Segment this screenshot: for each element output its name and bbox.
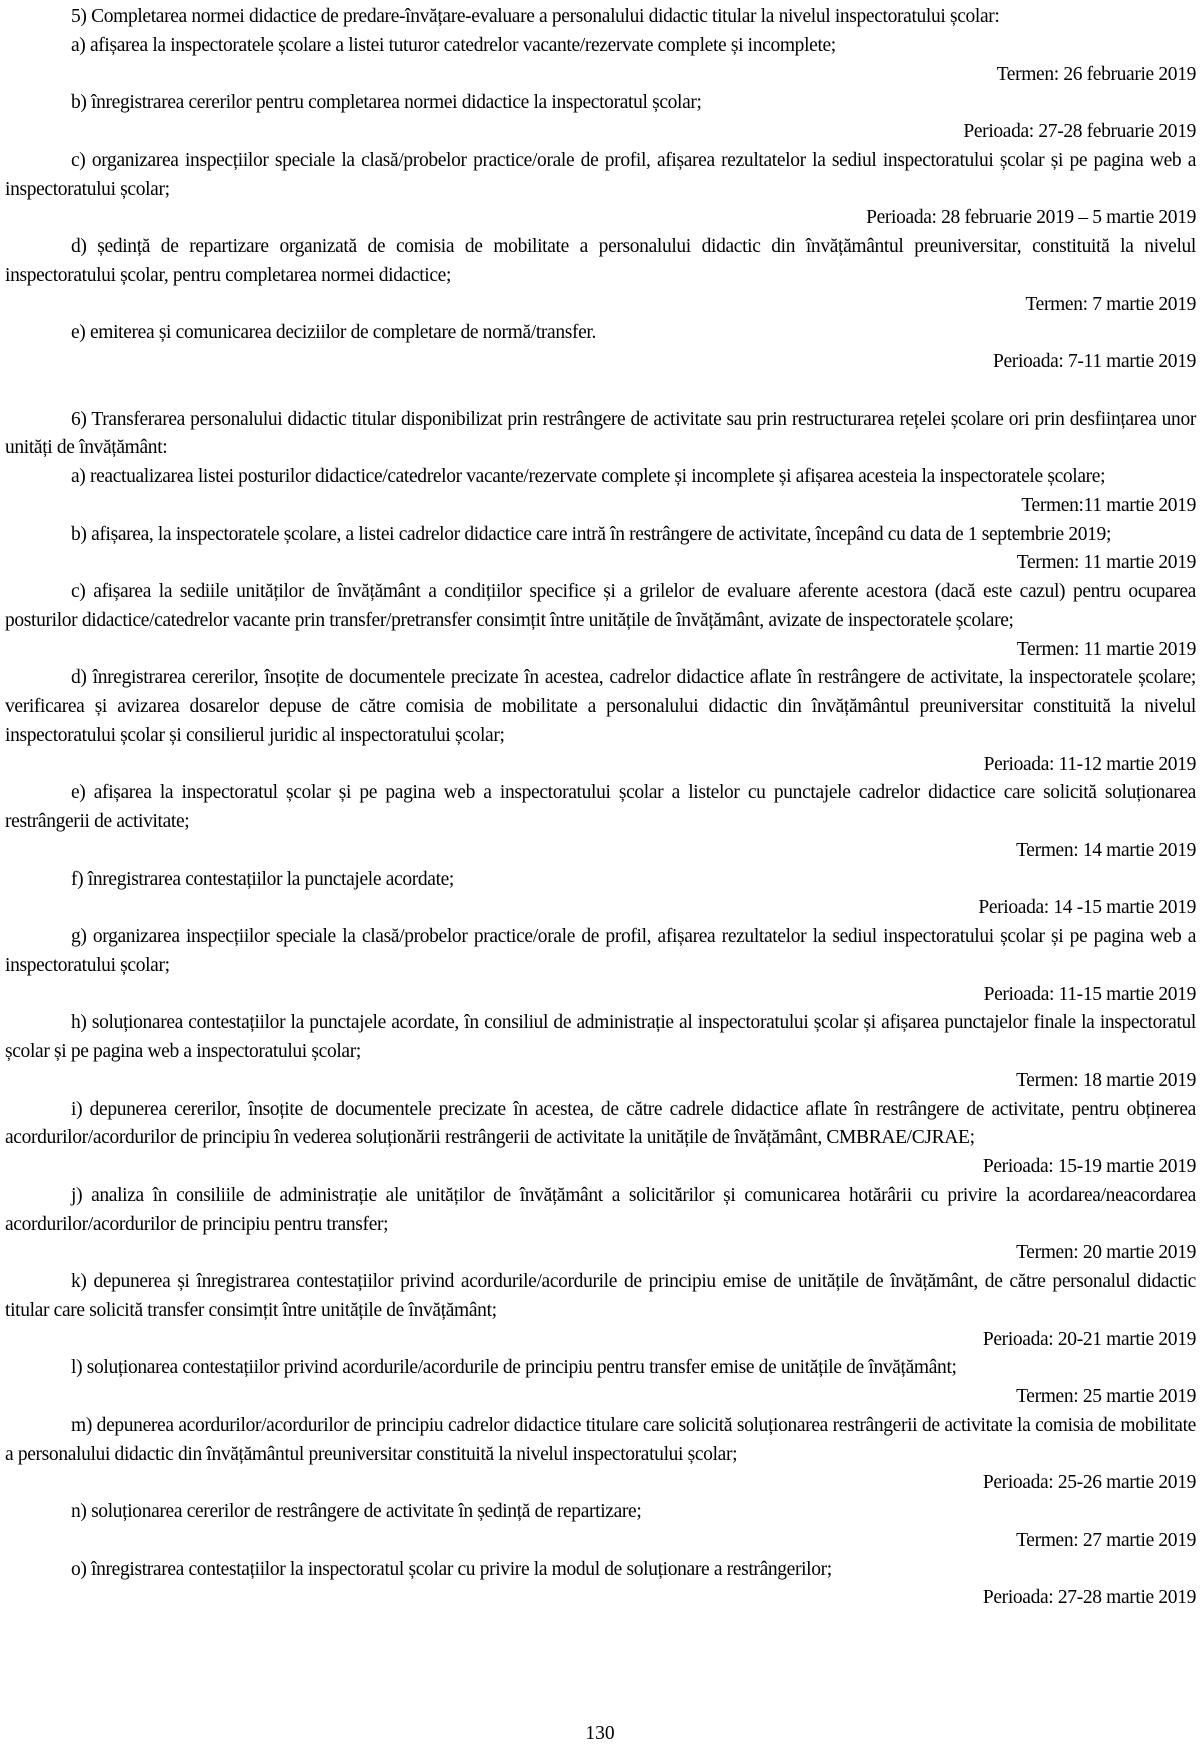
item-6c-term: Termen: 11 martie 2019 (1016, 638, 1196, 660)
item-6j-text: j) analiza în consiliile de administrație ale unităților de învățământ a solicitărilor și comunicarea hotărârii cu privire la acordarea/neacordarea acordurilor/acordurilor de principiu pentru transfer; (5, 1184, 1196, 1235)
item-5c-text: c) organizarea inspecțiilor speciale la clasă/probelor practice/orale de profil, afișarea rezultatelor la sediul inspectoratului școlar și pe pagina web a inspectoratului școlar; (5, 149, 1196, 200)
item-6h-term: Termen: 18 martie 2019 (1016, 1069, 1196, 1091)
item-6n-term: Termen: 27 martie 2019 (1016, 1529, 1196, 1551)
item-6j-term: Termen: 20 martie 2019 (1016, 1242, 1196, 1264)
item-6e-text: e) afișarea la inspectoratul școlar și pe pagina web a inspectoratului școlar a listelor cu punctajele cadrelor didactice care solicită soluționarea restrângerii de activitate; (5, 782, 1196, 832)
section-6-heading: 6) Transferarea personalului didactic titular disponibilizat prin restrângere de activitate sau prin restructurarea rețelei școlare ori prin desființarea unor unități de învățământ: (5, 408, 1196, 459)
item-6n-text: n) soluționarea cererilor de restrângere de activitate în ședință de repartizare; (71, 1501, 642, 1522)
item-6d-term: Perioada: 11-12 martie 2019 (983, 753, 1196, 775)
item-5d-term: Termen: 7 martie 2019 (1025, 293, 1196, 315)
item-6l-term: Termen: 25 martie 2019 (1016, 1386, 1196, 1407)
item-6l-text: l) soluționarea contestațiilor privind acordurile/acordurile de principiu pentru transfer emise de unitățile de învățământ; (71, 1357, 957, 1379)
item-5e-text: e) emiterea și comunicarea deciziilor de completare de normă/transfer. (71, 322, 597, 344)
document-page (5, 3, 1196, 1613)
item-5a-text: a) afișarea la inspectoratele școlare a listei tuturor catedrelor vacante/rezervate complete și incomplete; (71, 34, 836, 56)
item-6h-text: h) soluționarea contestațiilor la punctajele acordate, în consiliul de administrație al inspectoratului școlar și afișarea punctajelor finale la inspectoratul școlar și pe pagina web a inspectoratului școlar; (5, 1012, 1196, 1062)
item-6g-term: Perioada: 11-15 martie 2019 (983, 983, 1196, 1005)
item-6i-term: Perioada: 15-19 martie 2019 (982, 1156, 1196, 1177)
item-5b-text: b) înregistrarea cererilor pentru completarea normei didactice la inspectoratul școlar; (71, 92, 702, 114)
item-6o-term: Perioada: 27-28 martie 2019 (982, 1587, 1196, 1609)
item-5b-term: Perioada: 27-28 februarie 2019 (963, 121, 1196, 142)
item-6b-text: b) afișarea, la inspectoratele școlare, a listei cadrelor didactice care intră în restrângere de activitate, începând cu data de 1 septembrie 2019; (71, 523, 1112, 545)
item-6o-text: o) înregistrarea contestațiilor la inspectoratul școlar cu privire la modul de soluționare a restrângerilor; (71, 1558, 832, 1580)
item-6c-text: c) afișarea la sediile unităților de învățământ a condițiilor specifice și a grilelor de evaluare aferente acestora (dacă este cazul) pentru ocuparea posturilor didactice/catedrelor vacante prin transfer/pretransfer consimțit între unitățile de învățământ, avizate de inspectoratele școlare; (5, 581, 1196, 631)
item-6a-term: Termen:11 martie 2019 (1021, 494, 1196, 516)
item-6m-text: m) depunerea acordurilor/acordurilor de principiu cadrelor didactice titulare care solicită soluționarea restrângerii de activitate la comisia de mobilitate a personalului didactic din învățământul preuniversitar constituită la nivelul inspectoratului școlar; (5, 1414, 1196, 1465)
item-6k-term: Perioada: 20-21 martie 2019 (982, 1328, 1196, 1350)
item-5c-term: Perioada: 28 februarie 2019 – 5 martie 2019 (866, 207, 1196, 229)
item-6a-text: a) reactualizarea listei posturilor didactice/catedrelor vacante/rezervate complete și incomplete și afișarea acesteia la inspectoratele școlare; (71, 466, 1106, 487)
item-5d-text: d) ședință de repartizare organizată de comisia de mobilitate a personalului didactic din învățământul preuniversitar, constituită la nivelul inspectoratului școlar, pentru completarea normei didactice; (5, 236, 1196, 286)
item-6i-text: i) depunerea cererilor, însoțite de documentele precizate în acestea, de către cadrele didactice aflate în restrângere de activitate, pentru obținerea acordurilor/acordurilor de principiu în vederea soluționării restrângerii de activitate la unitățile de învățământ, CMBRAE/CJRAE; (5, 1098, 1196, 1149)
section-gap (5, 377, 1196, 406)
item-6k-text: k) depunerea și înregistrarea contestațiilor privind acordurile/acordurile de principiu emise de unitățile de învățământ, de către personalul didactic titular care solicită transfer consimțit între unitățile de învățământ; (5, 1271, 1196, 1321)
item-6d-text: d) înregistrarea cererilor, însoțite de documentele precizate în acestea, cadrelor didactice aflate în restrângere de activitate, la inspectoratele școlare; verificarea și avizarea dosarelor depuse de către comisia de mobilitate a personalului didactic din învățământul preuniversitar constituită la nivelul inspectoratului școlar și consilierul juridic al inspectoratului școlar; (5, 667, 1196, 746)
section-5-heading: 5) Completarea normei didactice de predare-învățare-evaluare a personalului didactic titular la nivelul inspectoratului școlar: (71, 6, 1000, 27)
item-6f-text: f) înregistrarea contestațiilor la punctajele acordate; (71, 868, 455, 890)
item-5e-term: Perioada: 7-11 martie 2019 (993, 351, 1196, 372)
item-5a-term: Termen: 26 februarie 2019 (996, 63, 1196, 85)
item-6b-term: Termen: 11 martie 2019 (1016, 552, 1196, 574)
item-6e-term: Termen: 14 martie 2019 (1016, 839, 1196, 861)
item-6g-text: g) organizarea inspecțiilor speciale la clasă/probelor practice/orale de profil, afișarea rezultatelor la sediul inspectoratului școlar și pe pagina web a inspectoratului școlar; (5, 926, 1196, 976)
page-number: 130 (585, 1723, 615, 1744)
item-6f-term: Perioada: 14 -15 martie 2019 (978, 897, 1196, 919)
item-6m-term: Perioada: 25-26 martie 2019 (982, 1472, 1196, 1494)
